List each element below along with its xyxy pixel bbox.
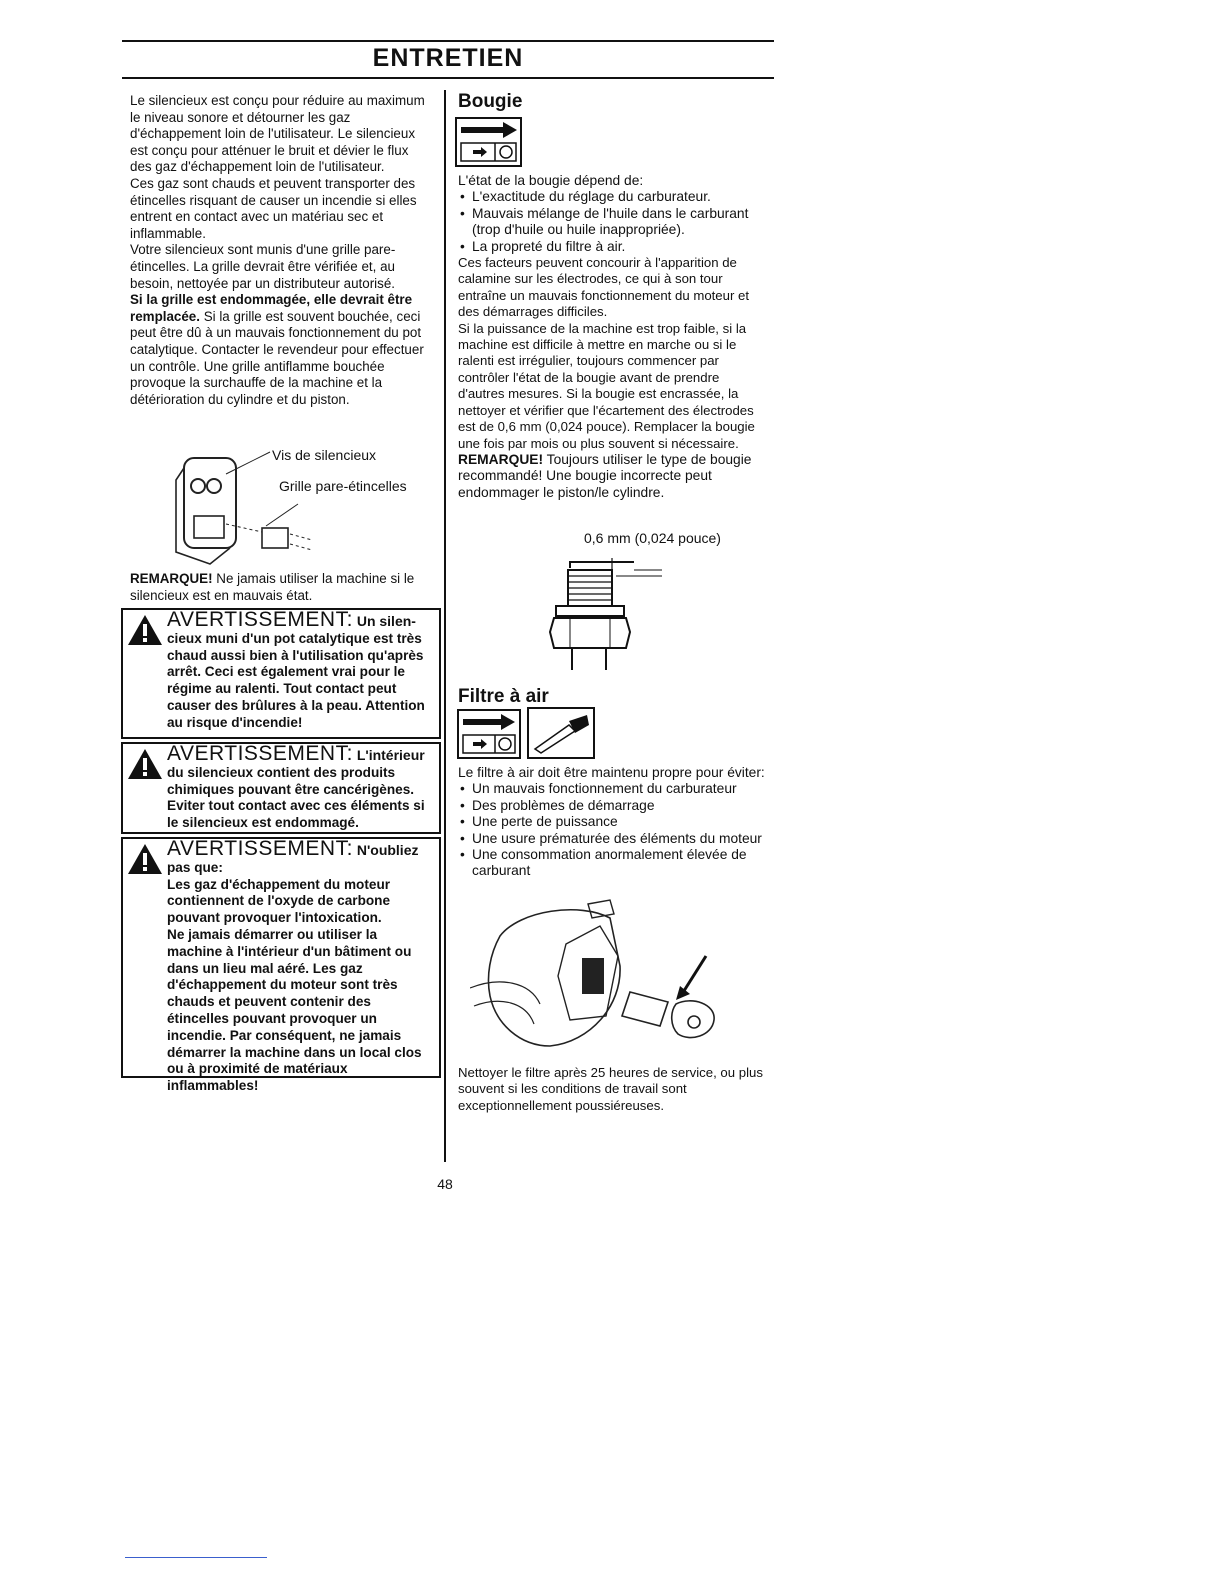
ground-electrode — [570, 562, 634, 568]
warning-3-body-1: pas que: — [167, 859, 223, 875]
page-title: ENTRETIEN — [372, 44, 524, 72]
warning-box-exhaust — [121, 837, 441, 1094]
spark-plug-washer — [556, 606, 624, 616]
warning-3-lead: N'oubliez — [352, 842, 419, 858]
callout-line-screw — [226, 452, 270, 474]
warning-triangle-icon — [127, 748, 163, 780]
filtre-closing — [458, 1065, 766, 1114]
air-filter-element — [622, 992, 668, 1026]
bougie-bullet-list — [458, 189, 766, 255]
remark-bold: REMARQUE! — [130, 571, 213, 586]
remark-bold: REMARQUE! — [458, 451, 544, 467]
warning-box-catalytic — [121, 608, 441, 739]
carburetor-block — [582, 958, 604, 994]
bougie-paragraph-1: Ces facteurs peuvent concourir à l'apparition de calamine sur les électrodes, ce qui à son tour entraîne un mauvais fonctionnement du moteur et des démarrages difficiles. — [458, 255, 750, 320]
muffler-paragraph-4 — [130, 292, 430, 408]
warning-2-lead: L'intérieur — [352, 747, 425, 763]
label-spark-screen: Grille pare-étincelles — [279, 478, 407, 494]
header-bottom-rule — [122, 77, 774, 79]
list-item: • L'exactitude du réglage du carburateur. — [472, 189, 766, 205]
spark-plug-hex — [550, 618, 630, 648]
maintenance-symbol-air-filter — [457, 709, 521, 759]
remark-text: Toujours utiliser le type de bougie recommandé! Une bougie incorrecte peut endommager le piston/le cylindre. — [458, 451, 752, 500]
screen-damage-text: Si la grille est souvent bouchée, ceci peut être dû à un mauvais fonctionnement du pot catalytique. Contacter le revendeur pour effectuer un contrôle. Une grille antiflamme bouchée provoque la surchauffe de la machine et la détérioration du cylindre et du piston. — [130, 308, 424, 407]
cover-screw — [688, 1016, 700, 1028]
warning-box-chemicals — [121, 742, 441, 834]
callout-line-screen — [266, 504, 298, 526]
spark-plug-illustration — [530, 556, 680, 672]
warning-2-body: du silencieux contient des produits chimiques pouvant être cancérigènes. Eviter tout contact avec ces éléments si le silencieux est endommagé. — [167, 764, 425, 831]
remark-muffler — [130, 571, 430, 604]
list-item: • La propreté du filtre à air. — [472, 239, 766, 255]
warning-2-heading: AVERTISSEMENT: — [167, 742, 353, 765]
exhaust-lines — [470, 982, 540, 1024]
list-item: • Un mauvais fonctionnement du carburateur — [472, 781, 766, 797]
footer-link-underline — [125, 1557, 267, 1558]
air-filter-illustration — [470, 896, 740, 1060]
warning-3-body-3: Ne jamais démarrer ou utiliser la machine à l'intérieur d'un bâtiment ou dans un lieu mal aéré. Les gaz d'échappement du moteur sont très chauds et peuvent contenir des étincelles pouvant provoquer un incendie. Par conséquent, ne jamais démarrer la machine dans un local clos ou à proximité de matériaux inflammables! — [167, 926, 422, 1094]
brush-icon — [529, 709, 593, 757]
muffler-paragraph-3: Votre silencieux sont munis d'une grille pare-étincelles. La grille devrait être vérifiée et, au besoin, nettoyée par un distributeur autorisé. — [130, 242, 396, 291]
filtre-bullet-list — [458, 781, 766, 879]
arrow-tool-icon — [459, 711, 519, 757]
muffler-body — [184, 458, 236, 548]
remark-text: Ne jamais utiliser la machine si le silencieux est en mauvais état. — [130, 571, 415, 603]
list-item: • Une consommation anormalement élevée de carburant — [472, 847, 766, 880]
section-heading-bougie: Bougie — [458, 91, 523, 112]
warning-1-text — [167, 608, 435, 732]
warning-triangle-icon — [127, 614, 163, 646]
maintenance-symbol-brush — [527, 707, 595, 759]
warning-triangle-icon — [127, 843, 163, 875]
pointer-arrow-head — [676, 986, 690, 1000]
muffler-illustration — [170, 444, 440, 572]
screen-damage-bold: Si la grille est endommagée, elle devrait être remplacée. — [130, 292, 413, 324]
filtre-text — [458, 765, 766, 880]
muffler-screw-left — [191, 479, 205, 493]
pointer-arrow-line — [682, 956, 706, 994]
spark-screen — [262, 528, 288, 548]
muffler-paragraph-2: Ces gaz sont chauds et peuvent transporter des étincelles risquant de causer un incendie si elles entrent en contact avec un matériau sec et inflammable. — [130, 175, 417, 241]
header-top-rule — [122, 40, 774, 42]
maintenance-symbol-spark-plug — [455, 117, 522, 167]
warning-1-heading: AVERTISSEMENT: — [167, 608, 353, 631]
electrode-gap-label: 0,6 mm (0,024 pouce) — [584, 530, 721, 546]
column-divider — [444, 90, 446, 1162]
bougie-remark — [458, 452, 766, 501]
list-item: • Une perte de puissance — [472, 814, 766, 830]
left-remark — [130, 571, 430, 604]
page-number: 48 — [437, 1176, 453, 1192]
label-muffler-screw: Vis de silencieux — [272, 447, 377, 463]
warning-3-text — [167, 837, 435, 1095]
warning-1-body: cieux muni d'un pot catalytique est très chaud aussi bien à l'utilisation qu'après arrêt. Ceci est également vrai pour le régime au ralenti. Tout contact peut causer des brûlures à la peau. Attention au risque d'incendie! — [167, 630, 425, 730]
bougie-paragraph-2: Si la puissance de la machine est trop faible, si la machine est difficile à mettre en marche ou si le ralenti est irrégulier, toujours commencer par contrôler l'état de la bougie avant de prendre d'autres mesures. Si la bougie est encrassée, la nettoyer et vérifier que l'écartement des électrodes est de 0,6 mm (0,024 pouce). Remplacer la bougie une fois par mois ou plus souvent si nécessaire. — [458, 320, 755, 451]
section-heading-filtre: Filtre à air — [458, 686, 549, 707]
warning-2-text — [167, 742, 435, 832]
list-item: • Des problèmes de démarrage — [472, 798, 766, 814]
warning-1-lead: Un silen- — [352, 613, 416, 629]
spark-screen-housing — [194, 516, 224, 538]
warning-3-heading: AVERTISSEMENT: — [167, 837, 353, 860]
list-item: • Une usure prématurée des éléments du moteur — [472, 831, 766, 847]
handle-piece — [588, 900, 614, 918]
muffler-screw-right — [207, 479, 221, 493]
warning-3-body-2: Les gaz d'échappement du moteur contiennent de l'oxyde de carbone pouvant provoquer l'intoxication. — [167, 876, 391, 926]
filtre-closing-text: Nettoyer le filtre après 25 heures de service, ou plus souvent si les conditions de travail sont exceptionnellement poussiéreuses. — [458, 1065, 763, 1113]
bougie-intro: L'état de la bougie dépend de: — [458, 173, 644, 188]
left-column-text — [130, 93, 430, 408]
list-item: • Mauvais mélange de l'huile dans le carburant (trop d'huile ou huile inappropriée). — [472, 206, 766, 239]
arrow-tool-icon — [457, 119, 520, 165]
bougie-text — [458, 173, 766, 501]
thread-lines — [568, 576, 612, 600]
filtre-intro: Le filtre à air doit être maintenu propre pour éviter: — [458, 765, 765, 780]
muffler-paragraph-1: Le silencieux est conçu pour réduire au maximum le niveau sonore et détourner les gaz d'échappement loin de l'utilisateur. Le silencieux est conçu pour atténuer le bruit et dévier le flux des gaz d'échappement loin de l'utilisateur. — [130, 93, 425, 175]
air-filter-cover — [672, 1001, 714, 1038]
